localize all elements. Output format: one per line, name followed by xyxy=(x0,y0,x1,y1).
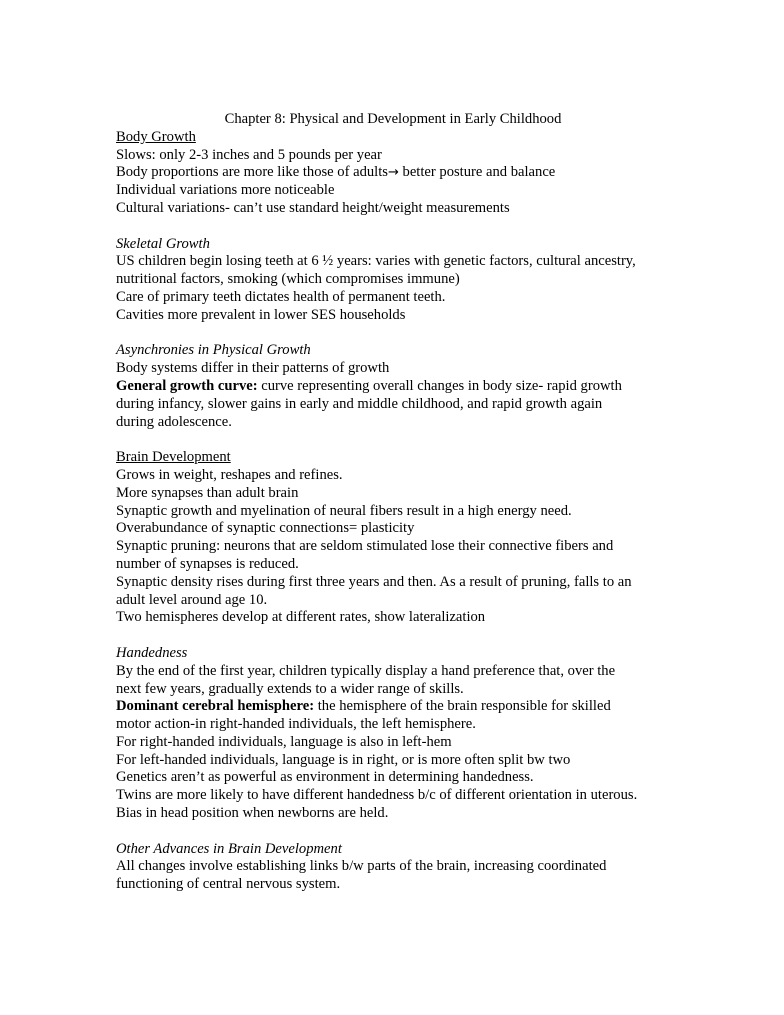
section-heading-other-advances: Other Advances in Brain Development xyxy=(116,840,342,857)
spacer xyxy=(116,823,676,841)
skeletal-growth-line-4: Cavities more prevalent in lower SES households xyxy=(116,306,406,323)
handedness-line-3: For right-handed individuals, language is also in left-hem xyxy=(116,733,452,750)
brain-development-line-1: Grows in weight, reshapes and refines. xyxy=(116,466,343,483)
dominant-hemisphere-def-1: the hemisphere of the brain responsible for skilled xyxy=(314,698,611,715)
asynchronies-line-1: Body systems differ in their patterns of growth xyxy=(116,360,390,377)
brain-development-line-5: Synaptic pruning: neurons that are seldom stimulated lose their connective fibers and xyxy=(116,538,614,555)
spacer xyxy=(116,325,676,343)
body-growth-line-2-text: Body proportions are more like those of adults xyxy=(116,164,388,181)
body-growth-line-2-after: better posture and balance xyxy=(398,164,556,181)
general-growth-curve-def-3: during adolescence. xyxy=(116,413,232,430)
brain-development-line-3: Synaptic growth and myelination of neural fibers result in a high energy need. xyxy=(116,502,572,519)
term-dominant-cerebral-hemisphere: Dominant cerebral hemisphere: xyxy=(116,698,315,715)
spacer xyxy=(116,627,676,645)
general-growth-curve-definition xyxy=(116,378,676,396)
brain-development-line-6: number of synapses is reduced. xyxy=(116,555,299,572)
section-heading-skeletal-growth: Skeletal Growth xyxy=(116,235,210,252)
body-growth-line-3: Individual variations more noticeable xyxy=(116,182,335,199)
body-growth-line-4: Cultural variations- can’t use standard height/weight measurements xyxy=(116,199,510,216)
brain-development-line-7: Synaptic density rises during first three years and then. As a result of pruning, falls to an xyxy=(116,573,632,590)
page-title: Chapter 8: Physical and Development in Early Childhood xyxy=(224,111,562,127)
section-heading-body-growth: Body Growth xyxy=(116,128,196,145)
brain-development-line-2: More synapses than adult brain xyxy=(116,484,299,501)
brain-development-line-9: Two hemispheres develop at different rates, show lateralization xyxy=(116,609,486,626)
body-growth-line-2 xyxy=(116,164,676,182)
handedness-line-7: Bias in head position when newborns are held. xyxy=(116,805,389,822)
brain-development-line-8: adult level around age 10. xyxy=(116,591,268,608)
handedness-line-6: Twins are more likely to have different handedness b/c of different orientation in uterous. xyxy=(116,787,638,804)
spacer xyxy=(116,431,676,449)
dominant-hemisphere-def-2: motor action-in right-handed individuals, the left hemisphere. xyxy=(116,716,476,733)
term-general-growth-curve: General growth curve: xyxy=(116,377,258,394)
handedness-line-2: next few years, gradually extends to a wider range of skills. xyxy=(116,680,464,697)
handedness-line-5: Genetics aren’t as powerful as environment in determining handedness. xyxy=(116,769,534,786)
handedness-line-4: For left-handed individuals, language is in right, or is more often split bw two xyxy=(116,751,571,768)
body-growth-line-1: Slows: only 2-3 inches and 5 pounds per year xyxy=(116,146,382,163)
spacer xyxy=(116,218,676,236)
brain-development-line-4: Overabundance of synaptic connections= plasticity xyxy=(116,520,415,537)
section-heading-handedness: Handedness xyxy=(116,644,188,661)
skeletal-growth-line-2: nutritional factors, smoking (which compromises immune) xyxy=(116,271,460,288)
skeletal-growth-line-1: US children begin losing teeth at 6 ½ years: varies with genetic factors, cultural ancestry, xyxy=(116,253,636,270)
document-body xyxy=(116,111,676,894)
other-advances-line-2: functioning of central nervous system. xyxy=(116,876,341,893)
general-growth-curve-def-2: during infancy, slower gains in early and middle childhood, and rapid growth again xyxy=(116,395,603,412)
skeletal-growth-line-3: Care of primary teeth dictates health of permanent teeth. xyxy=(116,288,446,305)
general-growth-curve-def-1: curve representing overall changes in body size- rapid growth xyxy=(257,377,622,394)
handedness-line-1: By the end of the first year, children typically display a hand preference that, over the xyxy=(116,662,616,679)
other-advances-line-1: All changes involve establishing links b/w parts of the brain, increasing coordinated xyxy=(116,858,607,875)
right-arrow-icon: → xyxy=(387,165,399,181)
section-heading-brain-development: Brain Development xyxy=(116,449,231,466)
section-heading-asynchronies: Asynchronies in Physical Growth xyxy=(116,342,311,359)
dominant-hemisphere-definition xyxy=(116,698,676,716)
